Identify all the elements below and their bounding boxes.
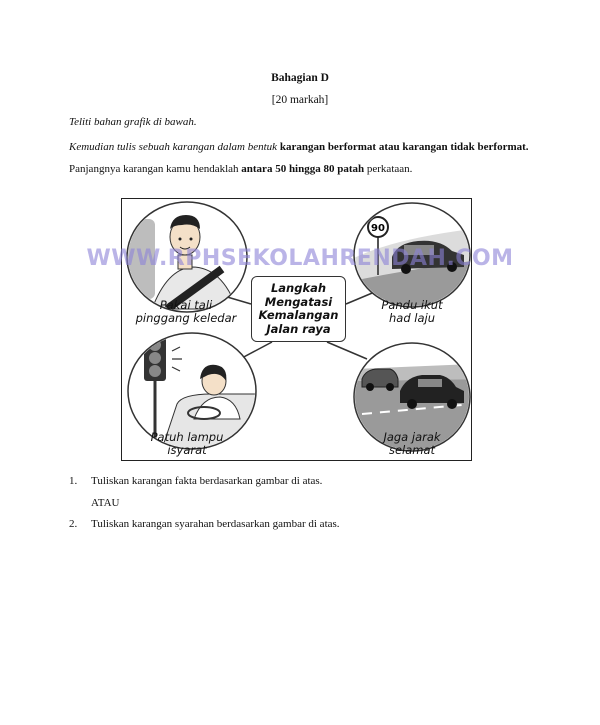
caption-line: Pakai tali [159,298,213,312]
instruction-length: Panjangnya karangan kamu hendaklah [69,163,239,175]
question-text: Tuliskan karangan syarahan berdasarkan gambar di atas. [91,518,340,530]
instruction-line-2 [69,136,539,180]
caption-line: Jaga jarak [383,430,441,444]
section-title: Bahagian D [271,72,329,84]
speed-sign-value: 90 [371,223,385,234]
connector-line [240,342,272,359]
central-line: Jalan raya [266,321,331,336]
instruction-bold-format: karangan berformat atau karangan tidak berformat. [279,141,529,153]
caption-seatbelt [126,299,246,325]
caption-line: Pandu ikut [381,298,443,312]
instruction-end: perkataan. [366,163,413,175]
instruction-bold-range: antara 50 hingga 80 patah [241,163,365,175]
marks-label: [20 markah] [271,94,329,106]
instruction-italic: Kemudian tulis sebuah karangan dalam bentuk [69,141,278,153]
central-topic-box [251,276,346,342]
central-line: Langkah [270,281,327,295]
caption-safe-distance [362,431,462,457]
question-number: 2. [69,518,78,530]
caption-line: selamat [388,443,436,457]
watermark: WWW.RPHSEKOLAHRENDAH.COM [86,246,514,271]
central-line: Mengatasi [264,294,333,309]
instruction-line-1: Teliti bahan grafik di bawah. [69,116,197,128]
caption-line: Patuh lampu [150,430,224,444]
question-text: Tuliskan karangan fakta berdasarkan gambar di atas. [91,475,323,487]
question-2 [69,518,340,530]
road-safety-graphic [121,198,472,461]
caption-speed-limit [362,299,462,325]
question-number: 1. [69,475,78,487]
connector-line [327,342,367,359]
or-label: ATAU [91,497,120,509]
caption-traffic-light [132,431,242,457]
caption-line: pinggang keledar [135,311,237,325]
central-line: Kemalangan [258,308,339,322]
caption-line: isyarat [167,443,207,457]
caption-line: had laju [388,311,436,325]
question-1 [69,475,322,487]
